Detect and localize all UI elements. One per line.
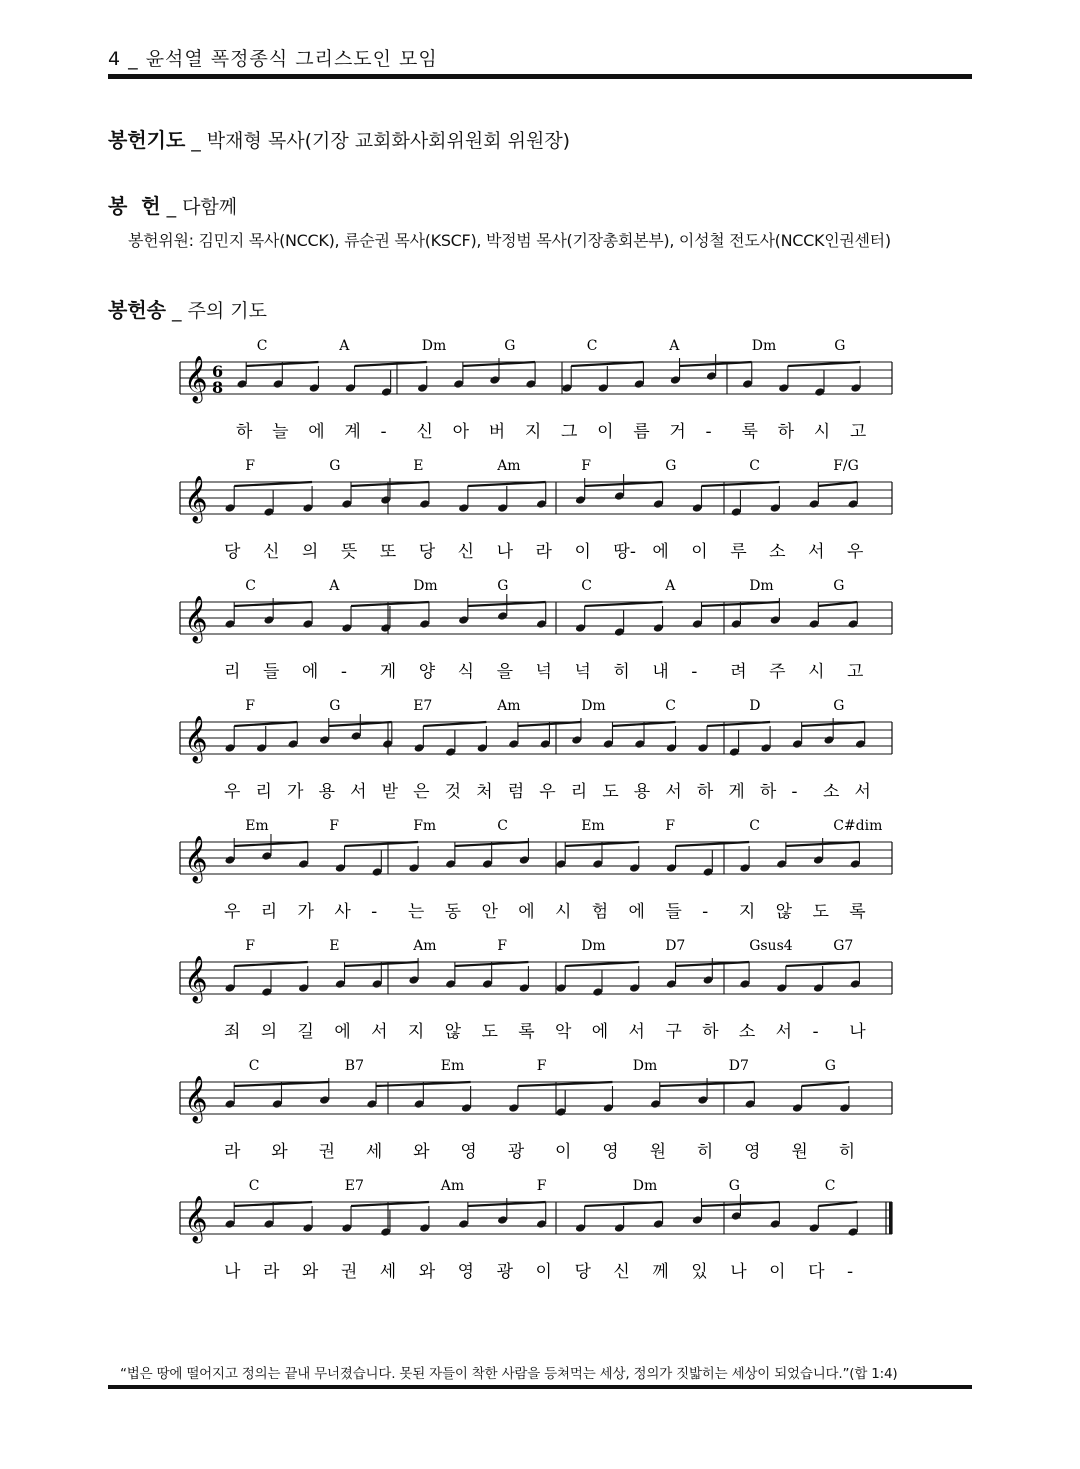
note-beam	[786, 962, 860, 966]
chord-symbol: G	[728, 1178, 740, 1194]
staff-system	[180, 1058, 892, 1162]
note-beam	[585, 602, 663, 606]
chord-symbol: C	[248, 1058, 260, 1074]
lyric-syllable: 영	[602, 1142, 619, 1162]
lyric-syllable: -	[812, 1022, 819, 1042]
chord-symbol: C	[749, 458, 760, 474]
lyric-syllable: 라	[262, 1262, 280, 1282]
chord-symbol: C	[586, 338, 598, 354]
lyric-syllable: 험	[591, 902, 609, 922]
lyric-syllable: 와	[418, 1262, 436, 1282]
footer-quote: “법은 땅에 떨어지고 정의는 끝내 무너졌습니다. 못된 자들이 착한 사람을 등쳐먹는 세상, 정의가 짓밟히는 세상이 되었습니다.”(합 1:4)	[120, 1366, 898, 1382]
footer-rule	[108, 1385, 972, 1389]
lyric-syllable: 하	[696, 782, 714, 802]
lyric-syllable: 우	[224, 902, 241, 922]
treble-clef-icon: 𝄞	[184, 956, 208, 1002]
lyric-syllable: 버	[488, 422, 506, 442]
chord-symbol: Dm	[632, 1178, 658, 1194]
chord-symbol: C	[497, 818, 508, 834]
lyric-syllable: 계	[344, 422, 361, 442]
note-beam	[585, 1202, 663, 1206]
lyric-syllable: 지	[524, 422, 542, 442]
lyric-syllable: 하	[759, 782, 777, 802]
lyric-syllable: 서	[628, 1022, 645, 1042]
page-number: 4	[108, 48, 122, 70]
lyric-syllable: 게	[728, 782, 745, 802]
lyric-syllable: 라	[535, 542, 552, 562]
header-separator: _	[128, 48, 146, 70]
lyric-syllable: 이	[769, 1262, 786, 1282]
section-offering-content: 다함께	[182, 196, 238, 218]
chord-symbol: G	[504, 338, 516, 354]
section-offering-label: 봉 헌	[108, 194, 161, 218]
lyric-syllable: 용	[318, 782, 336, 802]
note-beam	[234, 722, 297, 726]
lyric-syllable: 은	[413, 782, 430, 802]
note-beam	[234, 962, 308, 966]
chord-symbol: G	[833, 698, 845, 714]
staff-system	[180, 578, 892, 682]
lyric-syllable: 을	[496, 662, 514, 682]
chord-symbol: D7	[665, 938, 686, 954]
lyric-syllable: 않	[775, 902, 793, 922]
chord-symbol: G	[329, 458, 341, 474]
section-prayer: 봉헌기도 _ 박재형 목사(기장 교회화사회위원회 위원장)	[108, 128, 571, 152]
lyric-syllable: 라	[224, 1142, 241, 1162]
lyric-syllable: 가	[297, 902, 314, 922]
lyric-syllable: -	[702, 902, 709, 922]
lyric-syllable: 서	[371, 1022, 388, 1042]
lyric-syllable: 이	[691, 542, 708, 562]
lyric-syllable: 땅-	[613, 542, 636, 562]
chord-symbol: Gsus4	[749, 938, 793, 954]
lyric-syllable: 신	[613, 1262, 630, 1282]
lyric-syllable: 안	[481, 902, 498, 922]
lyric-syllable: 에	[591, 1022, 609, 1042]
chord-symbol: C	[749, 818, 760, 834]
lyric-syllable: 도	[481, 1022, 498, 1042]
chord-symbol: F	[536, 1058, 547, 1074]
lyric-syllable: 에	[308, 422, 325, 442]
lyric-syllable: 께	[652, 1262, 669, 1282]
note-beam	[676, 842, 750, 846]
lyric-syllable: 시	[555, 902, 572, 922]
lyric-syllable: 것	[444, 782, 462, 802]
lyric-syllable: 또	[379, 542, 397, 562]
lyric-syllable: 나	[496, 542, 514, 562]
lyric-syllable: 길	[297, 1022, 314, 1042]
lyric-syllable: 히	[613, 662, 630, 682]
lyric-syllable: -	[371, 902, 378, 922]
note-beam	[818, 482, 857, 486]
lyric-syllable: 서	[665, 782, 682, 802]
lyric-syllable: 지	[407, 1022, 425, 1042]
offering-committee: 봉헌위원: 김민지 목사(NCCK), 류순권 목사(KSCF), 박정범 목사(기장총회본부), 이성철 전도사(NCCK인권센터)	[128, 231, 891, 250]
lyric-syllable: -	[705, 422, 712, 442]
note-beam	[571, 362, 643, 366]
lyric-syllable: 세	[365, 1142, 383, 1162]
note-beam	[818, 1202, 857, 1206]
lyric-syllable: 다	[808, 1262, 825, 1282]
lyric-syllable: 늘	[272, 422, 289, 442]
lyric-syllable: 리	[570, 782, 588, 802]
lyric-syllable: 주	[769, 662, 786, 682]
lyric-syllable: 고	[849, 422, 867, 442]
chord-symbol: C	[245, 578, 256, 594]
lyric-syllable: 리	[224, 662, 241, 682]
lyric-syllable: 신	[416, 422, 433, 442]
staff-system	[180, 818, 892, 922]
chord-symbol: G	[329, 698, 341, 714]
chord-symbol: G	[834, 338, 846, 354]
chord-symbol: Fm	[413, 818, 437, 834]
chord-symbol: B7	[344, 1058, 365, 1074]
treble-clef-icon: 𝄞	[184, 836, 208, 882]
chord-symbol: Dm	[581, 698, 606, 714]
note-beam	[345, 842, 419, 846]
chord-symbol: C	[256, 338, 268, 354]
lyric-syllable: 영	[457, 1262, 475, 1282]
lyric-syllable: 가	[287, 782, 304, 802]
lyric-syllable: 들	[665, 902, 682, 922]
note-beam	[468, 482, 546, 486]
lyric-syllable: 서	[775, 1022, 793, 1042]
chord-symbol: Dm	[421, 338, 447, 354]
lyric-syllable: 히	[696, 1142, 714, 1162]
header-title: 윤석열 폭정종식 그리스도인 모임	[145, 48, 438, 70]
lyric-syllable: 우	[539, 782, 556, 802]
lyric-syllable: 시	[813, 422, 831, 442]
lyric-syllable: 와	[413, 1142, 430, 1162]
note-beam	[518, 1082, 613, 1086]
chord-symbol: Em	[440, 1058, 465, 1074]
time-signature-top: 6	[212, 362, 224, 381]
lyric-syllable: 리	[255, 782, 272, 802]
note-beam	[423, 722, 486, 726]
lyric-syllable: 악	[555, 1022, 572, 1042]
chord-symbol: F/G	[833, 458, 859, 474]
lyric-syllable: 서	[808, 542, 825, 562]
treble-clef-icon: 𝄞	[184, 1076, 208, 1122]
lyric-syllable: 의	[260, 1022, 278, 1042]
lyric-syllable: 원	[791, 1142, 808, 1162]
lyric-syllable: 소	[769, 542, 786, 562]
lyric-syllable: 히	[838, 1142, 856, 1162]
lyric-syllable: 에	[628, 902, 645, 922]
lyric-syllable: 려	[730, 662, 747, 682]
lyric-syllable: 하	[236, 422, 253, 442]
chord-symbol: F	[245, 698, 255, 714]
lyric-syllable: 나	[224, 1262, 241, 1282]
lyric-syllable: 이	[555, 1142, 572, 1162]
lyric-syllable: 그	[561, 422, 578, 442]
chord-symbol: E	[413, 458, 424, 474]
treble-clef-icon: 𝄞	[184, 596, 208, 642]
lyric-syllable: 의	[301, 542, 319, 562]
chord-symbol: F	[329, 818, 339, 834]
chord-symbol: F	[536, 1178, 547, 1194]
lyric-syllable: 럼	[507, 782, 525, 802]
lyric-syllable: 받	[381, 782, 399, 802]
lyric-syllable: 양	[418, 662, 436, 682]
chord-symbol: F	[581, 458, 591, 474]
chord-symbol: Dm	[413, 578, 438, 594]
lyric-syllable: 하	[777, 422, 795, 442]
chord-symbol: A	[339, 338, 350, 354]
chord-symbol: Em	[581, 818, 605, 834]
time-signature-bottom: 8	[212, 378, 224, 397]
lyric-syllable: 소	[738, 1022, 756, 1042]
chord-symbol: Em	[245, 818, 269, 834]
lyric-syllable: 소	[822, 782, 840, 802]
lyric-syllable: 당	[574, 1262, 591, 1282]
lyric-syllable: 에	[518, 902, 535, 922]
lyric-syllable: 도	[812, 902, 829, 922]
lyric-syllable: 광	[496, 1262, 514, 1282]
treble-clef-icon: 𝄞	[184, 356, 208, 402]
lyric-syllable: 영	[460, 1142, 477, 1162]
chord-symbol: C	[824, 1178, 836, 1194]
chord-symbol: F	[245, 938, 255, 954]
chord-symbol: Dm	[751, 338, 777, 354]
lyric-syllable: 리	[260, 902, 278, 922]
lyric-syllable: 세	[379, 1262, 397, 1282]
chord-symbol: E	[329, 938, 340, 954]
lyric-syllable: 지	[738, 902, 756, 922]
note-beam	[565, 962, 639, 966]
chord-symbol: C	[248, 1178, 260, 1194]
staff-system	[180, 698, 892, 802]
treble-clef-icon: 𝄞	[184, 476, 208, 522]
lyric-syllable: 당	[224, 542, 241, 562]
lyric-syllable: 동	[444, 902, 462, 922]
chord-symbol: C	[581, 578, 592, 594]
staff-system	[180, 338, 892, 442]
note-beam	[234, 482, 312, 486]
final-bar-thick	[889, 1202, 892, 1234]
section-song: 봉헌송 _ 주의 기도	[108, 298, 267, 322]
note-beam	[351, 1202, 429, 1206]
lyric-syllable: 죄	[224, 1022, 241, 1042]
chord-symbol: G	[833, 578, 845, 594]
chord-symbol: G	[497, 578, 509, 594]
lyric-syllable: 아	[452, 422, 470, 442]
chord-symbol: Am	[440, 1178, 465, 1194]
lyric-syllable: -	[691, 662, 698, 682]
lyric-syllable: 용	[633, 782, 651, 802]
staff-system	[180, 458, 892, 562]
lyric-syllable: 우	[224, 782, 241, 802]
chord-symbol: Dm	[581, 938, 606, 954]
lyric-syllable: 권	[340, 1262, 358, 1282]
lyric-syllable: 에	[301, 662, 319, 682]
staff-system	[180, 1178, 892, 1282]
lyric-syllable: 광	[507, 1142, 525, 1162]
chord-symbol: Dm	[749, 578, 774, 594]
section-prayer-label: 봉헌기도	[108, 128, 186, 152]
lyric-syllable: 내	[652, 662, 669, 682]
section-offering: 봉 헌 _ 다함께	[108, 194, 238, 218]
lyric-syllable: 이	[597, 422, 614, 442]
note-beam	[818, 602, 857, 606]
lyric-syllable: 처	[476, 782, 493, 802]
chord-symbol: A	[329, 578, 340, 594]
chord-symbol: G7	[833, 938, 854, 954]
note-beam	[701, 482, 779, 486]
note-beam	[351, 602, 429, 606]
chord-symbol: E7	[413, 698, 433, 714]
lyric-syllable: 들	[262, 662, 280, 682]
note-beam	[707, 722, 770, 726]
chord-symbol: C#dim	[833, 818, 883, 834]
lyric-syllable: 는	[407, 902, 425, 922]
note-beam	[788, 362, 860, 366]
lyric-syllable: -	[380, 422, 387, 442]
lyric-syllable: 영	[744, 1142, 761, 1162]
chord-symbol: G	[824, 1058, 836, 1074]
lyric-syllable: 록	[518, 1022, 535, 1042]
note-beam	[802, 1082, 849, 1086]
lyric-syllable: 고	[847, 662, 864, 682]
chord-symbol: G	[665, 458, 677, 474]
section-prayer-content: 박재형 목사(기장 교회화사회위원회 위원장)	[206, 130, 571, 152]
lyric-syllable: 당	[418, 542, 436, 562]
lyric-syllable: 원	[649, 1142, 667, 1162]
lyric-syllable: 에	[652, 542, 669, 562]
lyric-syllable: 도	[602, 782, 619, 802]
lyric-syllable: 권	[318, 1142, 336, 1162]
lyric-syllable: 거	[669, 422, 686, 442]
section-song-label: 봉헌송	[108, 298, 166, 322]
chord-symbol: Am	[497, 458, 521, 474]
lyric-syllable: 이	[574, 542, 591, 562]
chord-symbol: C	[665, 698, 676, 714]
lyric-syllable: 나	[730, 1262, 747, 1282]
lyric-syllable: 게	[379, 662, 397, 682]
note-beam	[355, 362, 427, 366]
lyric-syllable: 구	[665, 1022, 682, 1042]
lyric-syllable: 신	[457, 542, 475, 562]
lyric-syllable: 넉	[535, 662, 552, 682]
chord-symbol: Am	[497, 698, 521, 714]
lyric-syllable: 뜻	[340, 542, 358, 562]
lyric-syllable: 서	[854, 782, 871, 802]
chord-symbol: A	[665, 578, 676, 594]
lyric-syllable: 시	[808, 662, 825, 682]
chord-symbol: F	[497, 938, 507, 954]
lyric-syllable: 신	[262, 542, 280, 562]
lyric-syllable: 넉	[574, 662, 591, 682]
chord-symbol: Am	[413, 938, 437, 954]
section-song-content: 주의 기도	[187, 300, 267, 322]
lyric-syllable: 우	[847, 542, 864, 562]
chord-symbol: E7	[344, 1178, 364, 1194]
lyric-syllable: 록	[849, 902, 866, 922]
treble-clef-icon: 𝄞	[184, 716, 208, 762]
lyric-syllable: 룩	[741, 422, 758, 442]
lyric-syllable: -	[791, 782, 798, 802]
lyric-syllable: 루	[730, 542, 747, 562]
lyric-syllable: 나	[849, 1022, 866, 1042]
chord-symbol: D	[749, 698, 761, 714]
chord-symbol: F	[665, 818, 675, 834]
chord-symbol: F	[245, 458, 255, 474]
chord-symbol: Dm	[632, 1058, 658, 1074]
lyric-syllable: 와	[271, 1142, 288, 1162]
staff-system	[180, 938, 892, 1042]
lyric-syllable: 있	[691, 1262, 708, 1282]
chord-symbol: D7	[728, 1058, 749, 1074]
lyric-syllable: 않	[444, 1022, 462, 1042]
lyric-syllable: 사	[334, 902, 351, 922]
lyric-syllable: 식	[457, 662, 475, 682]
lyric-syllable: 름	[633, 422, 650, 442]
lyric-syllable: -	[340, 662, 347, 682]
lyric-syllable: 와	[301, 1262, 319, 1282]
lyric-syllable: 에	[334, 1022, 351, 1042]
treble-clef-icon: 𝄞	[184, 1196, 208, 1242]
lyric-syllable: 하	[702, 1022, 719, 1042]
chord-symbol: A	[669, 338, 680, 354]
lyric-syllable: 이	[535, 1262, 552, 1282]
lyric-syllable: -	[847, 1262, 854, 1282]
lyric-syllable: 서	[350, 782, 367, 802]
